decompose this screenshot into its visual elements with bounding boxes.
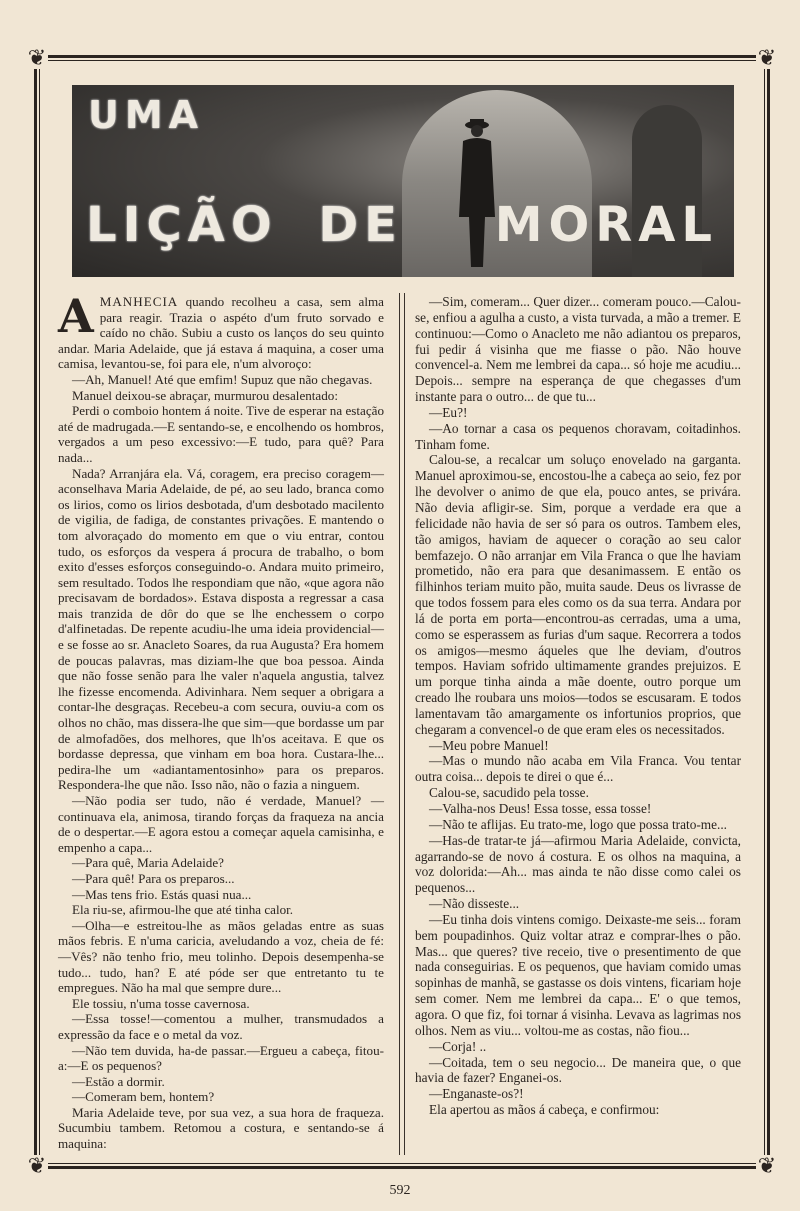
paragraph: —Ah, Manuel! Até que emfim! Supuz que não chegavas.	[72, 371, 373, 387]
paragraph: —Mas tens frio. Estás quasi nua...	[72, 886, 252, 902]
column-divider	[399, 293, 405, 1155]
title-line-1: UMA	[88, 93, 205, 137]
paragraph: Ela riu-se, afirmou-lhe que até tinha calor.	[72, 902, 294, 918]
title-banner	[72, 85, 734, 277]
paragraph: Perdi o comboio hontem á noite. Tive de esperar na estação até de madrugada.—E sentando-se, e encolhendo os hombros, vergados a um peso excessivo:—E tudo, para quê? Para nada...	[58, 403, 384, 465]
opening-paragraph	[58, 289, 384, 372]
paragraph: —Para quê, Maria Adelaide?	[72, 855, 224, 871]
paragraph: —Eu?!	[429, 404, 468, 420]
man-figure-illustration	[455, 117, 499, 267]
paragraph: Maria Adelaide teve, por sua vez, a sua hora de fraqueza. Sucumbiu tambem. Retomou a costura, e sentando-se á maquina:	[58, 1104, 384, 1152]
page-number: 592	[389, 1183, 411, 1198]
paragraph: —Ao tornar a casa os pequenos choravam, coitadinhos. Tinham fome.	[415, 420, 741, 452]
paragraph: Calou-se, a recalcar um soluço enovelado na garganta. Manuel aproximou-se, encostou-lhe a cabeça ao seio, fez por lhe devolver o animo de que ela, pouco antes, se privára. Não devia afligir-se. Sim, porque a verdade era que a felicidade não havia de ser só para os outros. Tambem eles, tão amigos, haviam de aquecer o coração ao seu calor bemfazejo. O não arranjar em Vila Franca o que lhe haviam prometido, não era para que desanimassem. E então os filhinhos teriam muito pão, muita saude. Deus os livrasse de que todos fossem para eles como os da sua terra. Andara por lá de porta em porta—encontrou-as cerradas, uma a uma, como se esperassem as furias d'um saque. Recorrera a todos os amigos—mesmo áqueles que lhe deviam, d'outros tempos. Haviam sofrido ultimamente grandes prejuizos. E um porque tinha ainda a mãe doente, outro porque um creado lhe roubara uns moios—todos se escusaram. E todos lamentavam tão amargamente os infortunios proprios, que chegaram a convencel-o de que eram eles os necessitados.	[415, 452, 741, 737]
paragraph: —Estão a dormir.	[72, 1073, 165, 1089]
title-line-3: MORAL	[494, 197, 718, 253]
paragraph: —Não te aflijas. Eu trato-me, logo que possa trato-me...	[429, 816, 727, 832]
paragraph: —Olha—e estreitou-lhe as mãos geladas entre as suas mãos febris. E n'uma caricia, aveludando a voz, cheia de fé:—Vês? não tenho frio, meu tolinho. Depois desempenha-se tudo... tudo, han? E até póde ser que entretanto tu te empregues. Não ha mal que sempre dure...	[58, 917, 384, 996]
paragraph: —Coitada, tem o seu negocio... De maneira que, o que havia de fazer? Enganei-os.	[415, 1054, 741, 1086]
paragraph: —Corja! ..	[429, 1038, 487, 1054]
ornament-corner-icon: ❦	[757, 45, 777, 70]
paragraph: —Valha-nos Deus! Essa tosse, essa tosse!	[429, 801, 652, 816]
paragraph: Nada? Arranjára ela. Vá, coragem, era preciso coragem—aconselhava Maria Adelaide, de pé, ao seu lado, branca como os lirios, como os lirios desbotada, d'um desbotado macilento de vigilia, de fadiga, de constantes privações. E mantendo o tom alvoraçado do momento em que o viu entrar, contou tudo, os esforços da vespera á procura de trabalho, o bom exito d'esses esforços conseguindo-o. Andara muito primeiro, sem resultado. Todos lhe respondiam que não, «que agora não precisavam de bordados». Estava disposta a regressar a casa mais tranzida de dôr do que se lhe enchessem o corpo d'alfinetadas. De repente acudiu-lhe uma ideia providencial—e se fosse ao sr. Anacleto Soares, da rua Augusta? Era homem de poucas palavras, mas diziam-lhe que boa pessoa. Ainda que não fosse senão para lhe valer n'aquela angustia, talvez lhe fizesse encomenda. Adivinhara. Nem sequer a obrigara a contar-lhe desgraças. Recebeu-a com secura, ouviu-a com os olhos no chão, mas dissera-lhe que sim—que bordasse um par de almofadões, dos melhores, que lh'os aceitava. E que os bordasse depressa, que vinham em boa hora. Custara-lhe... pedira-lhe um «adiantamentosinho» para os preparos. Respondera-lhe que não. Isso não, não o fazia a ninguem.	[58, 465, 384, 793]
paragraph: —Essa tosse!—comentou a mulher, transmudados a expressão da face e o metal da voz.	[58, 1011, 384, 1042]
paragraph: —Eu tinha dois vintens comigo. Deixaste-me seis... foram bem poupadinhos. Quiz voltar atraz e comprar-lhes o pão. Mas... que queres? tive receio, tive o presentimento de que nada conseguirias. E os pequenos, que haviam comido umas sopinhas de manhã, se gastasse os dois vintens, ficariam hoje sem comer. Nem me lembrei da capa... E' o que temos, agora. O que fiz, foi tornar á visinha. Levava as lagrimas nos olhos. Nem as viu... voltou-me as costas, não fiou...	[415, 911, 741, 1038]
opening-text: quando recolheu a casa, sem alma para reagir. Trazia o aspéto d'um fruto sorvado e caído no chão. Subiu a custo os lanços do seu quinto andar. Maria Adelaide, que já estava á maquina, a coser uma camisa, levantou-se, foi para ele, n'um alvoroço:	[58, 294, 384, 372]
article-column-left	[58, 289, 384, 1152]
paragraph: Ele tossiu, n'uma tosse cavernosa.	[72, 995, 250, 1011]
paragraph: —Comeram bem, hontem?	[72, 1089, 215, 1105]
paragraph: —Não disseste...	[429, 896, 520, 912]
paragraph: —Não podia ser tudo, não é verdade, Manuel? —continuava ela, animosa, tirando forças da fraqueza na ancia de o despertar.—E agora estou a começar aquela camisinha, e empenho a capa...	[58, 793, 384, 855]
ornament-corner-icon: ❦	[27, 1153, 47, 1178]
ornament-corner-icon: ❦	[757, 1153, 777, 1178]
paragraph: —Não tem duvida, ha-de passar.—Ergueu a cabeça, fitou-a:—E os pequenos?	[58, 1042, 384, 1074]
paragraph: —Enganaste-os?!	[429, 1086, 524, 1102]
paragraph: —Has-de tratar-te já—afirmou Maria Adelaide, convicta, agarrando-se de novo á costura. E os olhos na maquina, a voz dolorida:—Ah... mas ainda te não disse como calei os pequenos...	[415, 832, 741, 896]
drop-cap: A	[58, 289, 94, 343]
paragraph: —Mas o mundo não acaba em Vila Franca. Vou tentar outra coisa... depois te direi o que é...	[415, 753, 741, 785]
paragraph: Calou-se, sacudido pela tosse.	[429, 785, 589, 801]
paragraph: —Meu pobre Manuel!	[429, 737, 549, 753]
paragraph: —Para quê! Para os preparos...	[72, 870, 235, 886]
ornament-corner-icon: ❦	[27, 45, 47, 70]
article-column-right	[415, 294, 741, 1118]
title-line-2: LIÇÃO DE	[86, 197, 403, 253]
paragraph: Ela apertou as mãos á cabeça, e confirmou:	[429, 1102, 660, 1118]
paragraph: Manuel deixou-se abraçar, murmurou desalentado:	[72, 387, 338, 403]
paragraph: —Sim, comeram... Quer dizer... comeram pouco.—Calou-se, enfiou a agulha a custo, a vista turvada, a mão a tremer. E continuou:—Como o Anacleto me não adiantou os preparos, fui pedir á visinha que me fiasse o pão. Não houve convencel-a. Nem me lembrei da capa... só hoje me acudiu... Depois... sempre na esperança de que chegasses d'um instante para o outro... de que tu...	[415, 294, 741, 405]
opening-smallcaps: MANHECIA	[99, 294, 179, 309]
